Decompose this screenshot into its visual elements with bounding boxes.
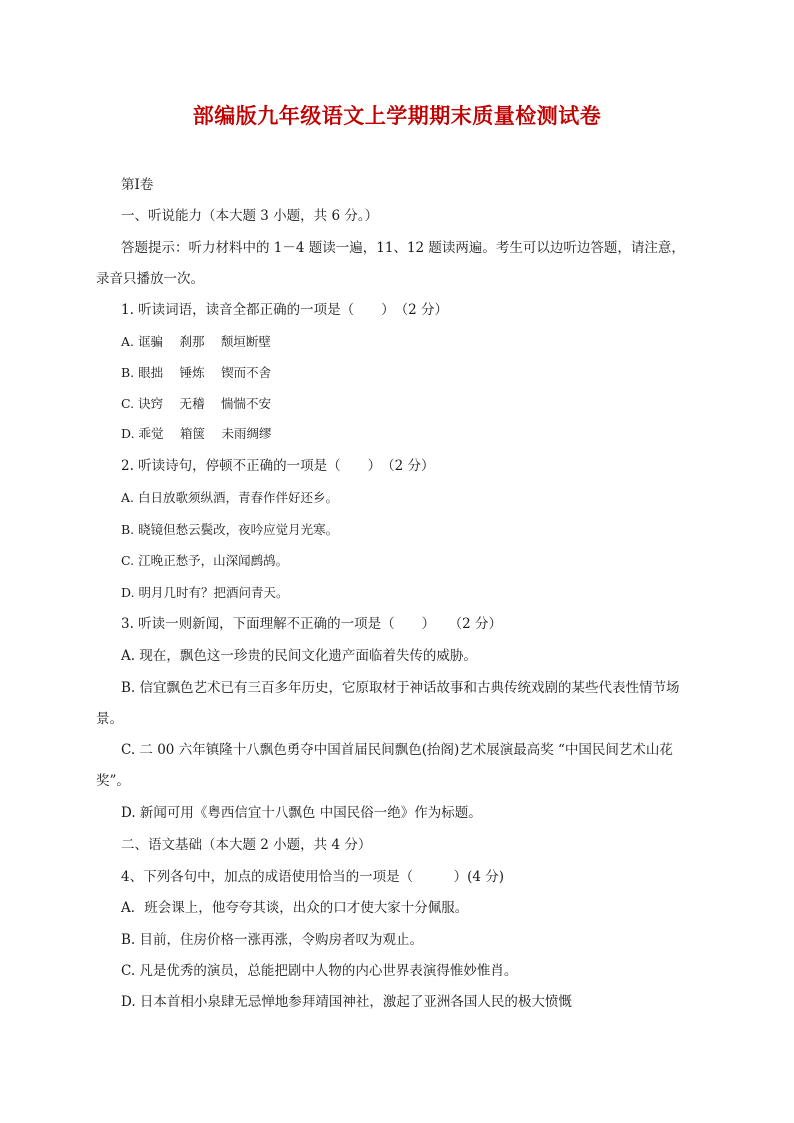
question-2-stem: 2. 听读诗句，停顿不正确的一项是（ ） （2 分）: [121, 458, 435, 474]
question-1-option-d: D. 乖觉 箱箧 未雨绸缪: [121, 426, 272, 441]
answer-hint-line1: 答题提示：听力材料中的 1－4 题读一遍，11、12 题读两遍。考生可以边听边答题，请注意，: [121, 240, 685, 256]
question-3-option-d: D. 新闻可用《粤西信宜十八飘色 中国民俗一绝》作为标题。: [121, 805, 482, 821]
section2-heading: 二、语文基础（本大题 2 小题，共 4 分）: [121, 837, 372, 853]
answer-hint-line2: 录音只播放一次。: [96, 271, 204, 287]
question-2-option-a: A. 白日放歌须纵酒，青春作伴好还乡。: [121, 490, 338, 505]
section1-heading: 一、听说能力（本大题 3 小题，共 6 分。）: [121, 208, 379, 224]
question-1-option-b: B. 眼拙 锤炼 锲而不舍: [121, 365, 272, 380]
question-4-option-d: D. 日本首相小泉肆无忌惮地参拜靖国神社，激起了亚洲各国人民的极大愤慨: [121, 994, 572, 1010]
question-4-option-b: B. 目前，住房价格一涨再涨，令购房者叹为观止。: [121, 932, 424, 948]
question-3-option-b-line1: B. 信宜飘色艺术已有三百多年历史，它原取材于神话故事和古典传统戏剧的某些代表性情节场: [121, 680, 680, 696]
question-3-option-c-line2: 奖”。: [96, 773, 130, 789]
volume-label: 第Ⅰ卷: [121, 177, 154, 193]
question-1-stem: 1. 听读词语，读音全都正确的一项是（ ） （2 分）: [121, 302, 449, 318]
question-2-option-b: B. 晓镜但愁云鬓改，夜吟应觉月光寒。: [121, 522, 339, 537]
question-3-stem: 3. 听读一则新闻，下面理解不正确的一项是（ ） （2 分）: [121, 616, 503, 632]
question-4-option-c: C. 凡是优秀的演员，总能把剧中人物的内心世界表演得惟妙惟肖。: [121, 963, 518, 979]
question-1-option-a: A. 诓骗 刹那 颓垣断壁: [121, 334, 271, 349]
question-3-option-b-line2: 景。: [96, 711, 123, 727]
question-1-option-c: C. 诀窍 无稽 惴惴不安: [121, 396, 272, 411]
question-3-option-a: A. 现在，飘色这一珍贵的民间文化遗产面临着失传的威胁。: [121, 648, 477, 664]
exam-title: 部编版九年级语文上学期期末质量检测试卷: [192, 103, 602, 128]
question-3-option-c-line1: C. 二 00 六年镇隆十八飘色勇夺中国首届民间飘色(抬阁)艺术展演最高奖 “中国民间艺术山花: [121, 742, 673, 758]
question-4-stem: 4、下列各句中，加点的成语使用恰当的一项是（ ）(4 分): [121, 869, 505, 885]
question-4-option-a: A．班会课上，他夸夸其谈，出众的口才使大家十分佩服。: [121, 900, 469, 916]
question-2-option-d: D. 明月几时有？把酒问青天。: [121, 585, 289, 600]
question-2-option-c: C. 江晚正愁予，山深闻鹧鸪。: [121, 553, 289, 568]
